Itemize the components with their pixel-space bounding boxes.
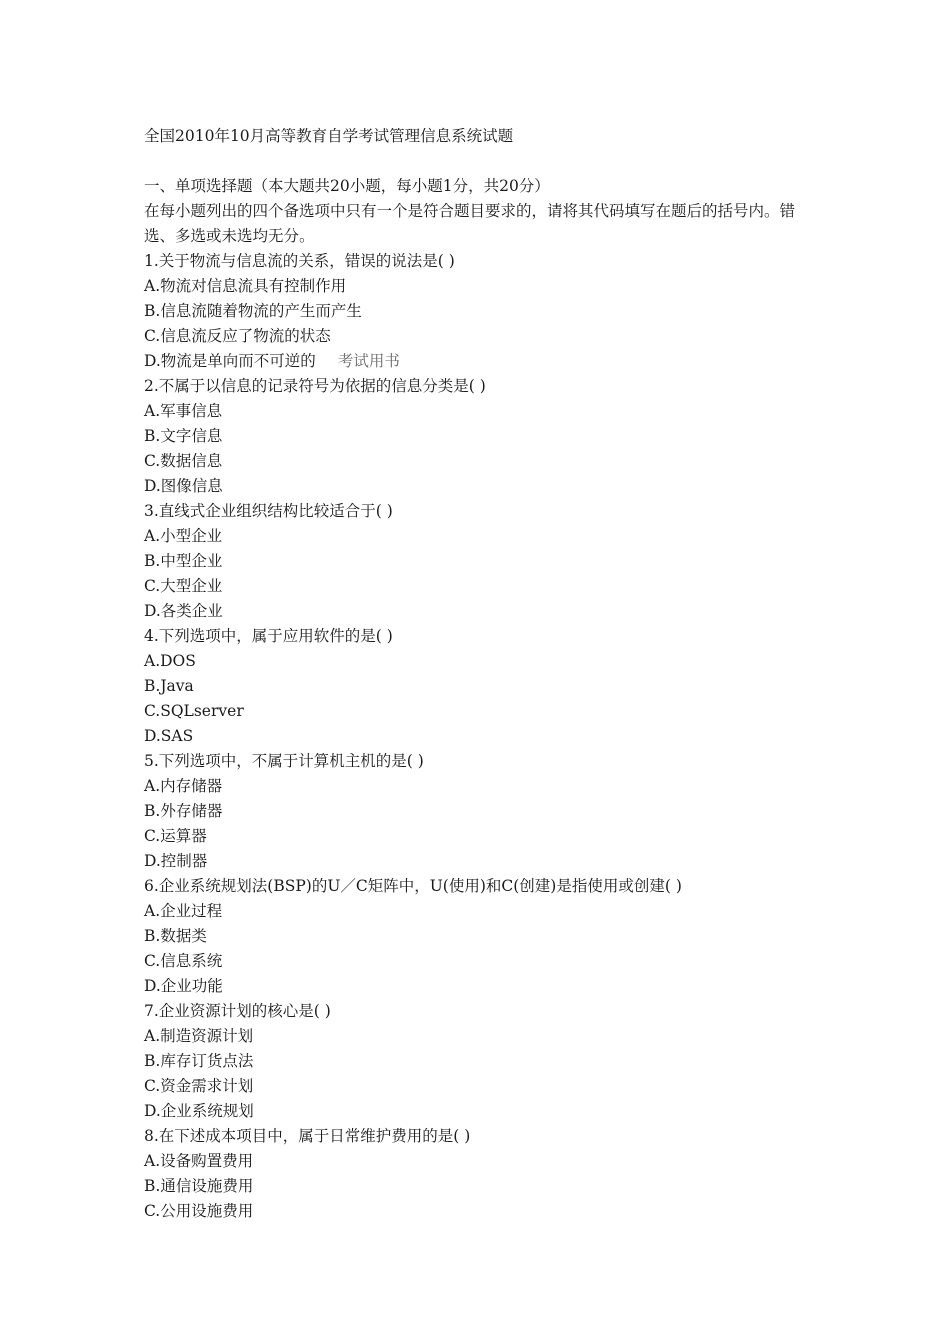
- question-7: [144, 999, 824, 1124]
- option-c: C.信息流反应了物流的状态: [144, 327, 331, 345]
- option-d-row: [144, 349, 824, 374]
- option-d: D.SAS: [144, 727, 194, 745]
- option-c: C.运算器: [144, 827, 207, 845]
- option-a: A.物流对信息流具有控制作用: [144, 277, 347, 295]
- question-3: [144, 499, 824, 624]
- blank-line: [144, 149, 824, 174]
- option-a: A.小型企业: [144, 527, 223, 545]
- option-d: D.企业系统规划: [144, 1102, 254, 1120]
- option-c: C.数据信息: [144, 452, 223, 470]
- question-stem: 4.下列选项中，属于应用软件的是( ): [144, 627, 393, 645]
- option-b: B.信息流随着物流的产生而产生: [144, 302, 362, 320]
- option-b: B.通信设施费用: [144, 1177, 254, 1195]
- question-stem: 7.企业资源计划的核心是( ): [144, 1002, 331, 1020]
- option-b: B.中型企业: [144, 552, 223, 570]
- document-title: 全国2010年10月高等教育自学考试管理信息系统试题: [144, 127, 514, 145]
- option-d: D.控制器: [144, 852, 208, 870]
- question-5: [144, 749, 824, 874]
- option-c: C.信息系统: [144, 952, 223, 970]
- question-stem: 1.关于物流与信息流的关系，错误的说法是( ): [144, 252, 455, 270]
- section-heading: 一、单项选择题（本大题共20小题，每小题1分，共20分）: [144, 177, 550, 195]
- instructions: 在每小题列出的四个备选项中只有一个是符合题目要求的，请将其代码填写在题后的括号内。错选、多选或未选均无分。: [144, 202, 796, 245]
- question-stem: 5.下列选项中，不属于计算机主机的是( ): [144, 752, 424, 770]
- question-1: [144, 249, 824, 374]
- question-stem: 8.在下述成本项目中，属于日常维护费用的是( ): [144, 1127, 471, 1145]
- option-b: B.外存储器: [144, 802, 223, 820]
- question-stem: 3.直线式企业组织结构比较适合于( ): [144, 502, 393, 520]
- option-a: A.设备购置费用: [144, 1152, 254, 1170]
- option-b: B.数据类: [144, 927, 207, 945]
- question-8: [144, 1124, 824, 1224]
- option-d: D.企业功能: [144, 977, 223, 995]
- option-a: A.DOS: [144, 652, 196, 670]
- option-a: A.内存储器: [144, 777, 223, 795]
- option-c: C.公用设施费用: [144, 1202, 254, 1220]
- option-d: D.物流是单向而不可逆的: [144, 352, 316, 370]
- option-a: A.军事信息: [144, 402, 223, 420]
- option-c: C.大型企业: [144, 577, 223, 595]
- option-d: D.各类企业: [144, 602, 223, 620]
- option-b: B.Java: [144, 677, 194, 695]
- question-2: [144, 374, 824, 499]
- watermark-text: 考试用书: [337, 352, 400, 370]
- option-a: A.制造资源计划: [144, 1027, 254, 1045]
- option-c: C.SQLserver: [144, 702, 244, 720]
- question-4: [144, 624, 824, 749]
- document-body: [144, 124, 824, 1224]
- question-stem: 6.企业系统规划法(BSP)的U／C矩阵中，U(使用)和C(创建)是指使用或创建( ): [144, 877, 682, 895]
- option-c: C.资金需求计划: [144, 1077, 254, 1095]
- option-d: D.图像信息: [144, 477, 223, 495]
- option-a: A.企业过程: [144, 902, 223, 920]
- option-b: B.库存订货点法: [144, 1052, 254, 1070]
- option-b: B.文字信息: [144, 427, 223, 445]
- question-stem: 2.不属于以信息的记录符号为依据的信息分类是( ): [144, 377, 486, 395]
- question-6: [144, 874, 824, 999]
